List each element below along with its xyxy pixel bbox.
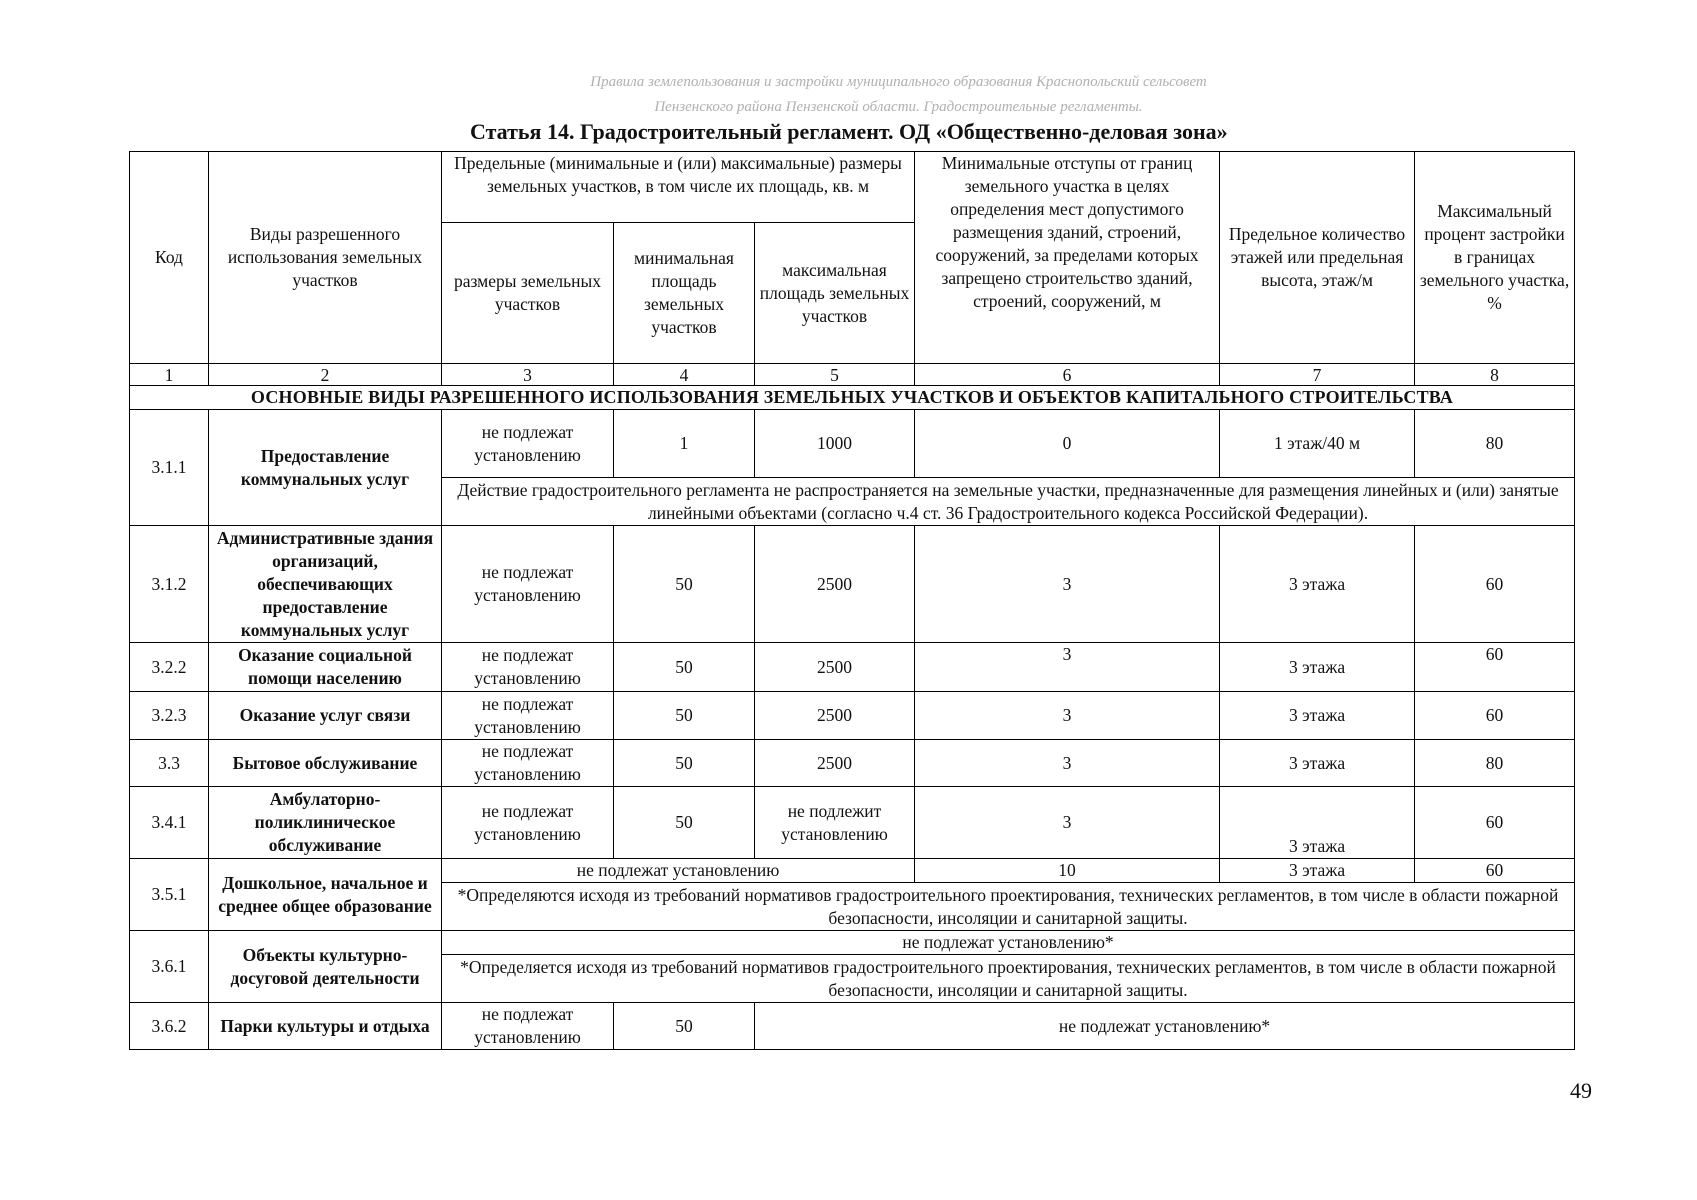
cell-max-area: не подлежит установлению	[755, 787, 915, 859]
table-row	[130, 787, 1575, 859]
cell-floors: 3 этажа	[1220, 787, 1415, 859]
cell-code: 3.2.3	[130, 692, 209, 740]
cell-coverage: 60	[1415, 643, 1575, 692]
cell-use: Предоставление коммунальных услуг	[209, 410, 442, 526]
cell-max-area: 2500	[755, 740, 915, 787]
section-title-row	[130, 386, 1575, 410]
cell-size: не подлежат установлению	[442, 410, 614, 478]
cell-use: Бытовое обслуживание	[209, 740, 442, 787]
cell-use: Парки культуры и отдыха	[209, 1003, 442, 1050]
column-number: 2	[209, 364, 442, 386]
cell-min-area: 50	[614, 526, 755, 643]
cell-use: Оказание услуг связи	[209, 692, 442, 740]
table-row	[130, 692, 1575, 740]
cell-setback: 3	[915, 740, 1220, 787]
cell-floors: 3 этажа	[1220, 692, 1415, 740]
table-row	[130, 1003, 1575, 1050]
cell-size: не подлежат установлению	[442, 526, 614, 643]
column-number: 5	[755, 364, 915, 386]
cell-size: не подлежат установлению	[442, 643, 614, 692]
column-number: 1	[130, 364, 209, 386]
running-header-line-1: Правила землепользования и застройки муниципального образования Краснопольский сельсовет	[590, 74, 1207, 90]
cell-min-area: 50	[614, 1003, 755, 1050]
cell-coverage: 60	[1415, 692, 1575, 740]
col-header-max-area: максимальная площадь земельных участков	[755, 223, 915, 364]
col-header-size: размеры земельных участков	[442, 223, 614, 364]
cell-size: не подлежат установлению	[442, 740, 614, 787]
cell-setback: 3	[915, 692, 1220, 740]
cell-code: 3.1.2	[130, 526, 209, 643]
cell-code: 3.2.2	[130, 643, 209, 692]
cell-code: 3.3	[130, 740, 209, 787]
cell-min-area: 50	[614, 740, 755, 787]
cell-size: не подлежат установлению	[442, 787, 614, 859]
column-number: 7	[1220, 364, 1415, 386]
cell-min-area: 1	[614, 410, 755, 478]
table-row	[130, 410, 1575, 478]
section-title: ОСНОВНЫЕ ВИДЫ РАЗРЕШЕННОГО ИСПОЛЬЗОВАНИЯ ЗЕМЕЛЬНЫХ УЧАСТКОВ И ОБЪЕКТОВ КАПИТАЛЬНОГО СТРОИТЕЛЬСТВА	[130, 386, 1575, 410]
cell-setback: 0	[915, 410, 1220, 478]
cell-coverage: 60	[1415, 859, 1575, 883]
cell-setback: 3	[915, 787, 1220, 859]
table-header-row	[130, 152, 1575, 223]
cell-coverage: 80	[1415, 410, 1575, 478]
col-header-setback: Минимальные отступы от границ земельного участка в целях определения мест допустимого размещения зданий, строений, сооружений, за пределами которых запрещено строительство зданий, строений, сооружений, м	[915, 152, 1220, 364]
cell-min-area: 50	[614, 787, 755, 859]
cell-code: 3.4.1	[130, 787, 209, 859]
table-row	[130, 859, 1575, 883]
column-number: 8	[1415, 364, 1575, 386]
cell-floors: 3 этажа	[1220, 643, 1415, 692]
table-row	[130, 526, 1575, 643]
column-number: 4	[614, 364, 755, 386]
cell-limits-merged: не подлежат установлению	[442, 859, 915, 883]
cell-use: Амбулаторно-поликлиническое обслуживание	[209, 787, 442, 859]
cell-floors: 1 этаж/40 м	[1220, 410, 1415, 478]
cell-coverage: 60	[1415, 526, 1575, 643]
cell-size: не подлежат установлению	[442, 1003, 614, 1050]
article-title: Статья 14. Градостроительный регламент. ОД «Общественно-деловая зона»	[470, 119, 1228, 144]
cell-max-area: 2500	[755, 692, 915, 740]
running-header-line-2: Пензенского района Пензенской области. Градостроительные регламенты.	[654, 99, 1143, 115]
cell-size: не подлежат установлению	[442, 692, 614, 740]
cell-code: 3.6.1	[130, 931, 209, 1003]
cell-use: Оказание социальной помощи населению	[209, 643, 442, 692]
col-header-use: Виды разрешенного использования земельных участков	[209, 152, 442, 364]
column-number: 3	[442, 364, 614, 386]
cell-code: 3.1.1	[130, 410, 209, 526]
cell-use: Дошкольное, начальное и среднее общее образование	[209, 859, 442, 931]
cell-setback: 3	[915, 526, 1220, 643]
regulation-table	[129, 151, 1575, 1050]
col-header-floors: Предельное количество этажей или предельная высота, этаж/м	[1220, 152, 1415, 364]
cell-min-area: 50	[614, 643, 755, 692]
cell-setback: 10	[915, 859, 1220, 883]
column-number-row	[130, 364, 1575, 386]
cell-all-merged: не подлежат установлению*	[442, 931, 1575, 955]
cell-floors: 3 этажа	[1220, 859, 1415, 883]
table-row	[130, 931, 1575, 955]
col-header-code: Код	[130, 152, 209, 364]
cell-max-area: 2500	[755, 526, 915, 643]
cell-code: 3.6.2	[130, 1003, 209, 1050]
cell-use: Административные здания организаций, обеспечивающих предоставление коммунальных услуг	[209, 526, 442, 643]
cell-use: Объекты культурно-досуговой деятельности	[209, 931, 442, 1003]
table-row	[130, 740, 1575, 787]
cell-note: *Определяется исходя из требований нормативов градостроительного проектирования, технических регламентов, в том числе в области пожарной безопасности, инсоляции и санитарной защиты.	[442, 955, 1575, 1003]
cell-floors: 3 этажа	[1220, 526, 1415, 643]
cell-note: *Определяются исходя из требований нормативов градостроительного проектирования, технических регламентов, в том числе в области пожарной безопасности, инсоляции и санитарной защиты.	[442, 883, 1575, 931]
cell-floors: 3 этажа	[1220, 740, 1415, 787]
cell-coverage: 80	[1415, 740, 1575, 787]
col-header-coverage: Максимальный процент застройки в границах земельного участка, %	[1415, 152, 1575, 364]
column-number: 6	[915, 364, 1220, 386]
cell-min-area: 50	[614, 692, 755, 740]
cell-max-area: 2500	[755, 643, 915, 692]
cell-rest-merged: не подлежат установлению*	[755, 1003, 1575, 1050]
col-header-min-area: минимальная площадь земельных участков	[614, 223, 755, 364]
cell-note: Действие градостроительного регламента не распространяется на земельные участки, предназначенные для размещения линейных и (или) занятые линейными объектами (согласно ч.4 ст. 36 Градостроительного кодекса Российской Федерации).	[442, 478, 1575, 526]
cell-setback: 3	[915, 643, 1220, 692]
col-header-limits-group: Предельные (минимальные и (или) максимальные) размеры земельных участков, в том числе их площадь, кв. м	[442, 152, 915, 223]
cell-max-area: 1000	[755, 410, 915, 478]
cell-code: 3.5.1	[130, 859, 209, 931]
table-row	[130, 643, 1575, 692]
page-number: 49	[1570, 1078, 1592, 1103]
cell-coverage: 60	[1415, 787, 1575, 859]
